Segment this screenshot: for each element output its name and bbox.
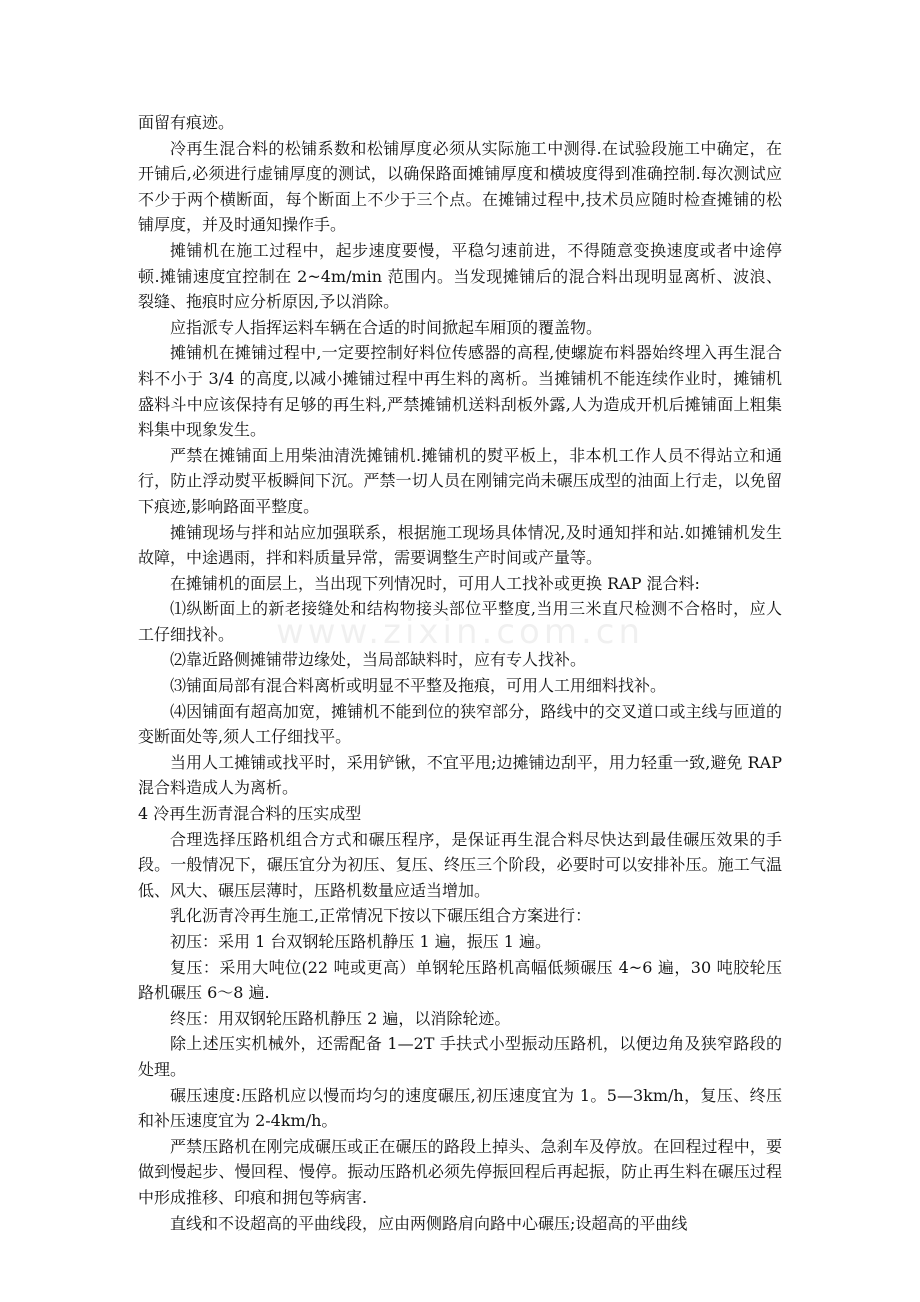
paragraph: 在摊铺机的面层上，当出现下列情况时，可用人工找补或更换 RAP 混合料:	[170, 573, 700, 593]
paragraph: 当用人工摊铺或找平时，采用铲锹，不宜平甩;边摊铺边刮平，用力轻重一致,避免 RAP 混合料造成人为离析。	[138, 752, 782, 798]
paragraph: 严禁在摊铺面上用柴油清洗摊铺机.摊铺机的熨平板上，非本机工作人员不得站立和通行，防止浮动熨平板瞬间下沉。严禁一切人员在刚铺完尚未碾压成型的油面上行走，以免留下痕迹,影响路面平整度。	[138, 445, 782, 516]
paragraph: 合理选择压路机组合方式和碾压程序，是保证再生混合料尽快达到最佳碾压效果的手段。一般情况下，碾压宜分为初压、复压、终压三个阶段，必要时可以安排补压。施工气温低、风大、碾压层薄时，压路机数量应适当增加。	[138, 829, 782, 900]
paragraph: 乳化沥青冷再生施工,正常情况下按以下碾压组合方案进行：	[170, 906, 592, 926]
paragraph: 初压：采用 1 台双钢轮压路机静压 1 遍，振压 1 遍。	[170, 932, 552, 951]
document-body	[138, 110, 782, 1236]
section-heading: 4 冷再生沥青混合料的压实成型	[138, 804, 362, 824]
paragraph: ⑴纵断面上的新老接缝处和结构物接头部位平整度,当用三米直尺检测不合格时，应人工仔细找补。	[138, 599, 782, 644]
paragraph: 摊铺机在摊铺过程中,一定要控制好料位传感器的高程,使螺旋布料器始终埋入再生混合料不小于 3/4 的高度,以减小摊铺过程中再生料的离析。当摊铺机不能连续作业时，摊铺机盛料斗中应该保持有足够的再生料,严禁摊铺机送料刮板外露,人为造成开机后摊铺面上粗集料集中现象发生。	[138, 343, 782, 440]
paragraph: ⑷因铺面有超高加宽，摊铺机不能到位的狭窄部分，路线中的交叉道口或主线与匝道的变断面处等,须人工仔细找平。	[138, 701, 782, 747]
paragraph: 冷再生混合料的松铺系数和松铺厚度必须从实际施工中测得.在试验段施工中确定，在开铺后,必须进行虚铺厚度的测试，以确保路面摊铺厚度和横坡度得到准确控制.每次测试应不少于两个横断面，每个断面上不少于三个点。在摊铺过程中,技术员应随时检查摊铺的松铺厚度，并及时通知操作手。	[138, 138, 782, 235]
paragraph: 复压：采用大吨位(22 吨或更高）单钢轮压路机高幅低频碾压 4~6 遍，30 吨胶轮压路机碾压 6～8 遍.	[138, 957, 782, 1003]
paragraph: 应指派专人指挥运料车辆在合适的时间掀起车厢顶的覆盖物。	[170, 317, 603, 337]
paragraph: 直线和不设超高的平曲线段，应由两侧路肩向路中心碾压;设超高的平曲线	[170, 1213, 688, 1233]
paragraph: ⑶铺面局部有混合料离析或明显不平整及拖痕，可用人工用细料找补。	[170, 676, 667, 696]
paragraph: 终压：用双钢轮压路机静压 2 遍，以消除轮迹。	[170, 1008, 511, 1028]
paragraph-continuation: 面留有痕迹。	[138, 113, 235, 132]
paragraph: 摊铺现场与拌和站应加强联系，根据施工现场具体情况,及时通知拌和站.如摊铺机发生故障，中途遇雨，拌和料质量异常，需要调整生产时间或产量等。	[138, 522, 782, 568]
paragraph: 碾压速度:压路机应以慢而均匀的速度碾压,初压速度宜为 1。5—3km/h，复压、终压和补压速度宜为 2-4km/h。	[138, 1085, 782, 1131]
paragraph: 严禁压路机在刚完成碾压或正在碾压的路段上掉头、急刹车及停放。在回程过程中，要做到慢起步、慢回程、慢停。振动压路机必须先停振回程后再起振，防止再生料在碾压过程中形成推移、印痕和拥包等病害.	[138, 1136, 782, 1207]
paragraph: ⑵靠近路侧摊铺带边缘处，当局部缺料时，应有专人找补。	[170, 650, 587, 670]
watermark: www.zixin.com.cn	[276, 612, 644, 652]
paragraph: 摊铺机在施工过程中，起步速度要慢，平稳匀速前进，不得随意变换速度或者中途停顿.摊铺速度宜控制在 2~4m/min 范围内。当发现摊铺后的混合料出现明显离析、波浪、裂缝、拖痕时应分析原因,予以消除。	[138, 240, 782, 312]
paragraph: 除上述压实机械外，还需配备 1—2T 手扶式小型振动压路机，以便边角及狭窄路段的处理。	[138, 1034, 782, 1079]
